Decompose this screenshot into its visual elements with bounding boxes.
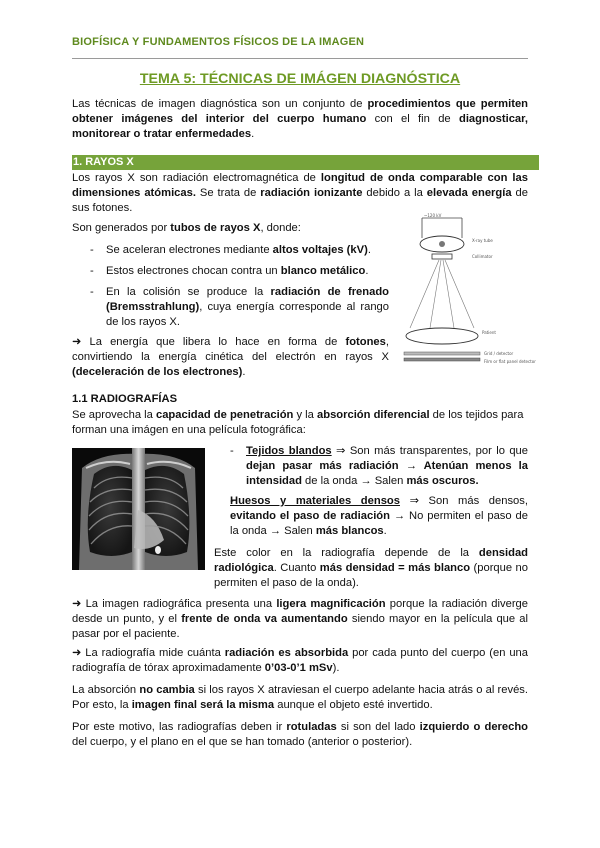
text: por cada punto del cuerpo (en una radiografía de tórax aproximadamente: [72, 647, 528, 674]
xray-tube-diagram: [402, 212, 538, 374]
text: En la colisión se produce la: [106, 286, 271, 298]
text: .: [383, 525, 387, 537]
chest-xray-svg: [72, 448, 205, 570]
collimator-label: Collimator: [472, 254, 493, 259]
text: La absorción: [72, 684, 140, 696]
bold-text: densidad radiológica: [214, 547, 528, 574]
bold-text: radiación ionizante: [260, 187, 363, 199]
text: (porque no permiten el paso de la onda).: [214, 562, 528, 589]
text: .: [365, 265, 369, 277]
absorption-direction-paragraph: [72, 683, 528, 713]
intro-text: .: [251, 128, 255, 140]
bold-text: evitando el paso de radiación: [230, 510, 390, 522]
text: . Cuanto: [273, 562, 320, 574]
magnification-paragraph: [72, 597, 528, 642]
list-item: [230, 494, 528, 539]
text: Los rayos X son radiación electromagnética de: [72, 172, 321, 184]
page-header: BIOFÍSICA Y FUNDAMENTOS FÍSICOS DE LA IMAGEN: [72, 36, 365, 48]
bold-text: más oscuros.: [406, 475, 479, 487]
text: de sus fotones.: [72, 187, 528, 214]
underlined-term: Tejidos blandos: [246, 445, 332, 457]
text: aunque el objeto esté invertido.: [274, 699, 433, 711]
text: y la: [293, 409, 318, 421]
text: Este color en la radiografía depende de la: [214, 547, 479, 559]
intro-paragraph: [72, 97, 528, 142]
bold-text: ligera magnificación: [276, 598, 386, 610]
text: debido a la: [362, 187, 427, 199]
bold-text: altos voltajes (kV): [272, 244, 368, 256]
bold-text: radiación es absorbida: [224, 647, 349, 659]
list-item: [90, 264, 389, 279]
patient-label: Patient: [482, 330, 496, 335]
spine: [132, 448, 145, 570]
text: Se aceleran electrones mediante: [106, 244, 273, 256]
text: ➜ La imagen radiográfica presenta una: [72, 598, 277, 610]
bold-text: tubos de rayos X: [170, 222, 261, 234]
photon-paragraph: [72, 335, 389, 380]
text: porque la radiación diverge desde un punto, y el: [72, 598, 528, 625]
text: de la onda → Salen: [301, 475, 407, 487]
generation-intro: [72, 221, 390, 236]
text: Estos electrones chocan contra un: [106, 265, 281, 277]
text: Se aprovecha la: [72, 409, 156, 421]
bold-text: más densidad = más blanco: [319, 562, 471, 574]
bold-text: capacidad de penetración: [155, 409, 294, 421]
bold-text: más blancos: [315, 525, 384, 537]
text: de los tejidos para forman una imágen en una película fotográfica:: [72, 409, 524, 436]
bold-text: rotuladas: [286, 721, 337, 733]
film-label: Film or flat panel detector: [484, 359, 536, 364]
bold-text: longitud de onda comparable con las dimensiones atómicas.: [72, 172, 528, 199]
section-heading-rayos-x: 1. RAYOS X: [72, 155, 539, 170]
grid-label: Grid / detector: [484, 351, 514, 356]
dense-material-item: [214, 494, 528, 545]
bold-text: (deceleración de los electrones): [72, 366, 243, 378]
intro-bold: procedimientos que permiten obtener imágenes del interior del cuerpo humano: [72, 98, 528, 125]
page-title: TEMA 5: TÉCNICAS DE IMÁGEN DIAGNÓSTICA: [139, 71, 461, 87]
text: si son del lado: [336, 721, 420, 733]
text: siendo mayor en la película que al pasar por el paciente.: [72, 613, 529, 640]
text: , convirtiendo la energía cinética del electrón en rayos X: [72, 336, 389, 363]
text: Son generados por: [72, 222, 171, 234]
text: .: [367, 244, 371, 256]
list-item: [90, 285, 389, 330]
bold-text: elevada energía: [426, 187, 512, 199]
color-density-paragraph: [214, 546, 528, 591]
text: ⇒ Son más densos,: [399, 495, 528, 507]
intro-text: con el fin de: [366, 113, 459, 125]
bold-text: izquierdo o derecho: [419, 721, 529, 733]
bold-text: absorción diferencial: [317, 409, 430, 421]
text: , cuya energía corresponde al rango de los rayos X.: [106, 301, 389, 328]
section-heading-radiografias: 1.1 RADIOGRAFÍAS: [72, 393, 178, 405]
bold-text: no cambia: [139, 684, 195, 696]
bold-text: 0’03-0’1 mSv: [264, 662, 333, 674]
header-divider: [72, 58, 528, 59]
anode: [439, 241, 445, 247]
xray-tube-svg: [402, 212, 538, 374]
generation-list: [90, 243, 389, 336]
text: Se trata de: [195, 187, 261, 199]
bold-text: blanco metálico: [280, 265, 366, 277]
grid: [404, 352, 480, 355]
text: → No permiten el paso de la onda → Salen: [230, 510, 528, 537]
text: ⇒ Son más transparentes, por lo que: [331, 445, 529, 457]
text: ➜ La energía que libera lo hace en forma de: [72, 336, 346, 348]
bold-text: radiación de frenado (Bremsstrahlung): [106, 286, 389, 313]
absorption-dose-paragraph: [72, 646, 528, 676]
voltage-label: ~120 kV: [424, 213, 442, 218]
list-item: [230, 444, 528, 489]
text: si los rayos X atraviesan el cuerpo adelante hacia atrás o al revés. Por esto, la: [72, 684, 528, 711]
text: Por este motivo, las radiografías deben ir: [72, 721, 287, 733]
tube-label: X-ray tube: [472, 238, 493, 243]
intro-bold: diagnosticar, monitorear o tratar enfermedades: [72, 113, 528, 140]
rayos-x-definition: [72, 171, 528, 216]
text: , donde:: [260, 222, 301, 234]
radiografias-intro: [72, 408, 528, 438]
bold-text: frente de onda va aumentando: [181, 613, 348, 625]
bold-text: imagen final será la misma: [131, 699, 275, 711]
bold-text: fotones: [345, 336, 386, 348]
underlined-term: Huesos y materiales densos: [230, 495, 400, 507]
intro-text: Las técnicas de imagen diagnóstica son un conjunto de: [72, 98, 368, 110]
text: ).: [332, 662, 340, 674]
text: ➜ La radiografía mide cuánta: [72, 647, 225, 659]
labeling-paragraph: [72, 720, 528, 750]
bold-text: dejan pasar más radiación → Atenúan menos la intensidad: [246, 460, 528, 487]
chest-xray-image: [72, 448, 205, 570]
text: .: [242, 366, 246, 378]
opacity-marker: [155, 546, 161, 554]
text: del cuerpo, y el plano en el que se han tomado (anterior o posterior).: [72, 736, 413, 748]
soft-tissue-item: [214, 444, 528, 495]
list-item: [90, 243, 389, 258]
detector: [404, 358, 480, 361]
